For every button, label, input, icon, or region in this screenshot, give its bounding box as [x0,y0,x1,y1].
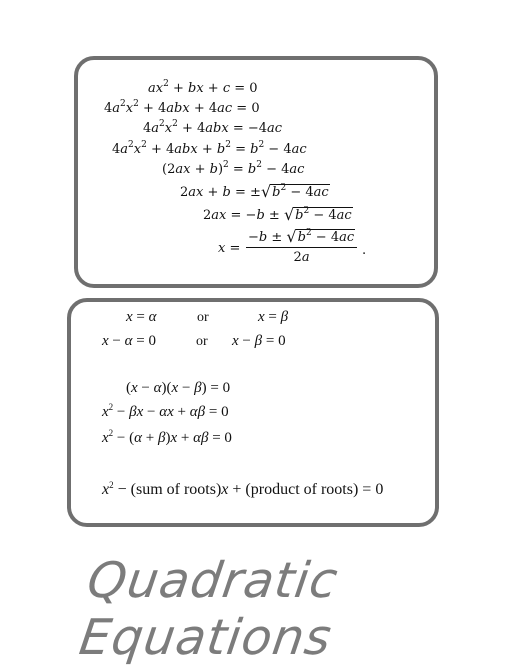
derivation-line-4: $4a^2x^2 + 4abx + b^2 = b^2 - 4ac$ [112,140,307,157]
derivation-line-1: $ax^2$ + bx + c = 0 [148,79,258,96]
eq-x-alpha: x = α [126,309,157,325]
derivation-line-8-lhs: x = [218,241,241,256]
derivation-line-2: $4a^2x^2 + 4abx + 4ac = 0$ [104,99,260,116]
eq-summary: $x^2 - (sum$ of roots)x + (product of roots) = 0 [102,480,384,498]
eq-x-minus-alpha: x − α = 0 [102,333,156,349]
eq-x-minus-beta: x − β = 0 [232,333,286,349]
quadratic-formula-fraction: $\frac{-b \pm √b^2 - 4ac}{2a}$ [246,228,357,264]
derivation-line-3: $4a^2x^2 + 4abx = -4ac$ [143,119,283,136]
eq-expand-2: $x^2 - (\alpha + \beta)x + \alpha\beta = 0$ [102,428,232,446]
derivation-line-5: $(2ax + b)^2 = b^2 - 4ac$ [162,160,305,177]
or-label-2: or [196,334,208,349]
eq-expand-1: $x^2 - \beta x - \alpha x + \alpha\beta = 0$ [102,402,229,420]
derivation-line-7: $2ax = -b \pm √b^2 - 4ac$ [203,205,352,224]
or-label-1: or [197,310,209,325]
eq-product-factors: (x − α)(x − β) = 0 [126,380,231,396]
final-period: . [362,243,367,258]
eq-x-beta: x = β [258,309,289,325]
derivation-line-6: $2ax + b = \pm√b^2 - 4ac$ [180,182,329,201]
page-title: Quadratic Equations [75,552,342,666]
